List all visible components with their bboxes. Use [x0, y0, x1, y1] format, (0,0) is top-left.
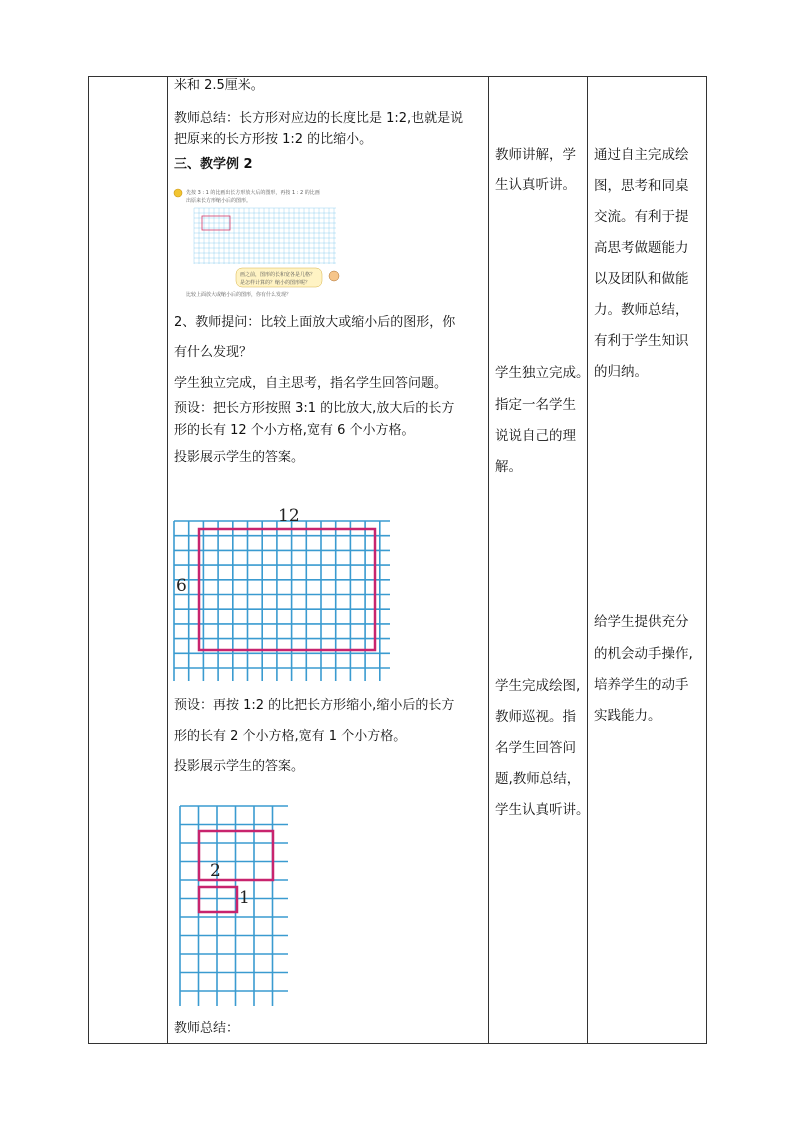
reduced-grid-figure: [176, 800, 306, 1020]
text-line: 预设：再按 1:2 的比把长方形缩小,缩小后的长方: [174, 698, 455, 713]
text-line: 实践能力。: [594, 708, 662, 724]
text-line: 指定一名学生: [495, 397, 576, 413]
example-figure: [172, 184, 342, 302]
text-line: 学生独立完成。: [495, 365, 590, 381]
text-line: 把原来的长方形按 1:2 的比缩小。: [174, 132, 373, 147]
section-heading: 三、教学例 2: [174, 157, 253, 172]
table-divider-3: [587, 76, 588, 1044]
text-line: 的机会动手操作,: [594, 646, 693, 662]
child-icon: [329, 271, 339, 281]
table-border-right: [706, 76, 707, 1044]
reduced-rectangle: [199, 887, 237, 912]
text-line: 名学生回答问: [495, 740, 576, 756]
text-line: 题,教师总结，: [495, 771, 581, 787]
table-border-left: [88, 76, 89, 1044]
enlarged-rectangle: [199, 529, 375, 650]
table-border-bottom: [88, 1043, 707, 1044]
text-line: 高思考做题能力: [594, 240, 689, 256]
length-label: 12: [278, 506, 300, 526]
text-line: 教师巡视。指: [495, 709, 576, 725]
text-line: 教师讲解，学: [495, 147, 576, 163]
text-line: 给学生提供充分: [594, 614, 689, 630]
text-line: 通过自主完成绘: [594, 147, 689, 163]
width-label: 6: [176, 576, 187, 596]
text-line: 米和 2.5厘米。: [174, 78, 264, 93]
text-line: 以及团队和做能: [594, 271, 689, 287]
text-line: 预设：把长方形按照 3:1 的比放大,放大后的长方: [174, 401, 455, 416]
text-line: 有什么发现？: [174, 345, 253, 360]
text-line: 学生完成绘图,: [495, 678, 581, 694]
bubble-text-1: 画之前，图形的长和宽各是几格？: [240, 272, 316, 278]
width-label: 1: [239, 888, 250, 908]
text-line: 生认真听讲。: [495, 177, 576, 193]
table-divider-1: [167, 76, 168, 1044]
lightbulb-icon: [174, 189, 182, 197]
text-line: 力。教师总结，: [594, 302, 689, 318]
example-question: 比较上面放大或缩小后的图形，你有什么发现？: [186, 292, 292, 298]
text-line: 有利于学生知识: [594, 333, 689, 349]
text-line: 投影展示学生的答案。: [174, 450, 305, 465]
text-line: 形的长有 2 个小方格,宽有 1 个小方格。: [174, 729, 407, 744]
text-line: 交流。有利于提: [594, 209, 689, 225]
bubble-text-2: 是怎样计算的？缩小的图形呢？: [240, 280, 311, 286]
text-line: 学生认真听讲。: [495, 802, 590, 818]
text-line: 培养学生的动手: [594, 677, 689, 693]
text-line: 投影展示学生的答案。: [174, 759, 305, 774]
text-line: 解。: [495, 459, 522, 475]
text-line: 形的长有 12 个小方格,宽有 6 个小方格。: [174, 423, 415, 438]
grid-lines: [174, 521, 390, 681]
enlarged-grid-figure: [170, 505, 400, 685]
text-line: 的归纳。: [594, 364, 648, 380]
table-divider-2: [488, 76, 489, 1044]
example-prompt-2: 出原来长方形缩小后的图形。: [186, 198, 252, 204]
text-line: 2、教师提问：比较上面放大或缩小后的图形，你: [174, 315, 456, 330]
text-line: 学生独立完成，自主思考，指名学生回答问题。: [174, 376, 448, 391]
example-prompt-1: 先按 3 : 1 的比画出长方形放大后的图形，再按 1 : 2 的比画: [186, 190, 320, 196]
text-line: 图，思考和同桌: [594, 178, 689, 194]
length-label: 2: [210, 861, 221, 881]
text-line: 教师总结：长方形对应边的长度比是 1:2,也就是说: [174, 111, 464, 126]
text-line: 教师总结：: [174, 1021, 240, 1036]
text-line: 说说自己的理: [495, 428, 576, 444]
